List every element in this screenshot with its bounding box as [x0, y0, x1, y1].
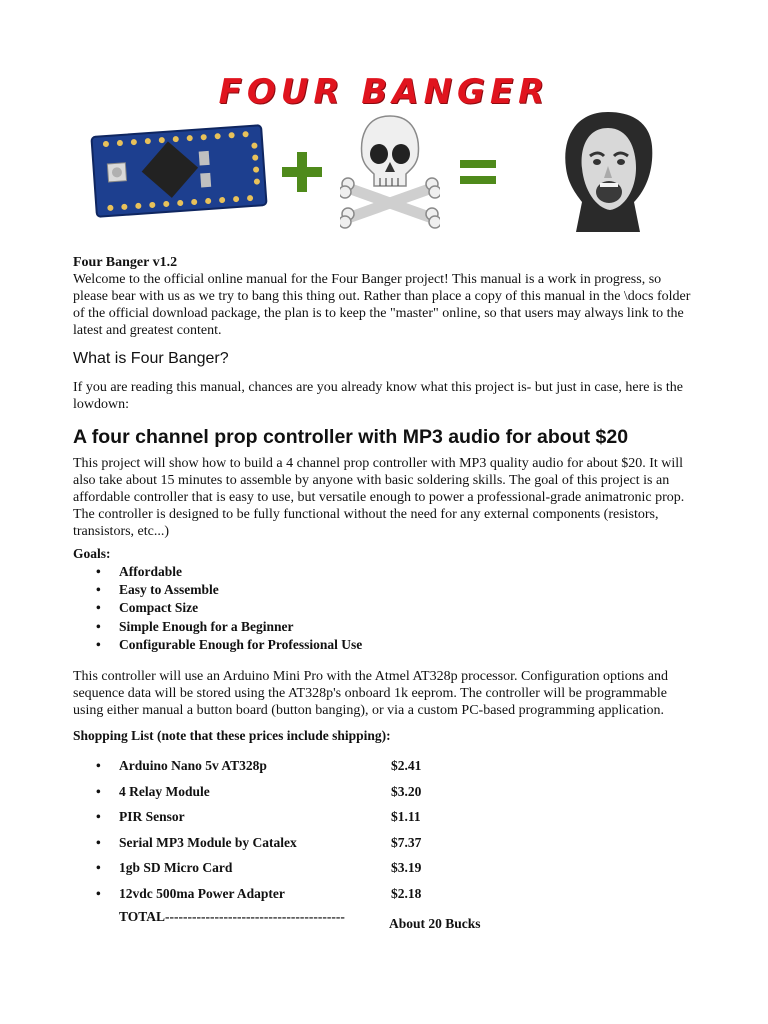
- item-name: 4 Relay Module: [119, 783, 210, 799]
- intro-paragraph: Welcome to the official online manual for the Four Banger project! This manual is a work in progress, so please bear with us as we try to bang this thing out. Rather than place a copy of this manual in the \docs folder of the official download package, the plan is to keep the "master" online, so that users may always link to the latest and greatest content.: [73, 272, 691, 338]
- goals-list: [73, 563, 693, 654]
- section-heading-prop-controller: A four channel prop controller with MP3 audio for about $20: [73, 426, 629, 448]
- controller-paragraph: This controller will use an Arduino Mini Pro with the Atmel AT328p processor. Configuration options and sequence data will be stored using the AT328p's onboard 1k eeprom. The controller will be programmable using either manual a button board (button banging), or via a custom PC-based programming application.: [73, 669, 668, 719]
- list-item: [73, 804, 693, 830]
- intro-title: Four Banger v1.2: [73, 255, 178, 270]
- section1-paragraph: If you are reading this manual, chances are you already know what this project is- but just in case, here is the lowdown:: [73, 380, 683, 412]
- item-price: $3.20: [391, 783, 422, 799]
- list-item: [73, 779, 693, 805]
- shopping-list: [73, 753, 693, 906]
- item-name: Arduino Nano 5v AT328p: [119, 758, 267, 774]
- section2-paragraph: This project will show how to build a 4 channel prop controller with MP3 quality audio for about $20. It will also take about 15 minutes to assemble by anyone with basic soldering skills. The goal of this project is an affordable controller that is easy to use, but versatile enough to power a professional-grade animatronic prop. The controller is designed to be fully functional without the need for any external components (resistors, transistors, etc...): [73, 456, 685, 539]
- total-label: TOTAL----------------------------------------: [119, 909, 345, 925]
- item-price: $1.11: [391, 809, 421, 825]
- list-item: [73, 830, 693, 856]
- list-item: • Configurable Enough for Professional Use: [73, 636, 693, 654]
- item-name: PIR Sensor: [119, 809, 185, 825]
- list-item: [73, 881, 693, 907]
- list-item: • Affordable: [73, 563, 693, 581]
- banner-title: FOUR BANGER: [218, 72, 550, 112]
- arduino-board-image: [88, 123, 270, 219]
- goals-title: Goals:: [73, 546, 111, 561]
- item-price: $3.19: [391, 860, 422, 876]
- list-item: [73, 753, 693, 779]
- skull-and-crossbones-image: [340, 110, 440, 230]
- item-price: $7.37: [391, 834, 422, 850]
- item-name: 12vdc 500ma Power Adapter: [119, 885, 285, 901]
- list-item: • Simple Enough for a Beginner: [73, 618, 693, 636]
- shopping-list-title: Shopping List (note that these prices include shipping):: [73, 728, 391, 744]
- list-item: • Compact Size: [73, 599, 693, 617]
- total-value: About 20 Bucks: [389, 916, 481, 932]
- manual-content: [73, 254, 693, 935]
- item-price: $2.18: [391, 885, 422, 901]
- item-price: $2.41: [391, 758, 422, 774]
- item-name: 1gb SD Micro Card: [119, 860, 233, 876]
- plus-icon: [278, 148, 326, 196]
- item-name: Serial MP3 Module by Catalex: [119, 834, 297, 850]
- section-heading-what-is: What is Four Banger?: [73, 350, 229, 367]
- list-item: [73, 855, 693, 881]
- list-item: • Easy to Assemble: [73, 581, 693, 599]
- equals-icon: [458, 158, 498, 186]
- screaming-face-image: [556, 110, 660, 232]
- total-line: [73, 906, 693, 935]
